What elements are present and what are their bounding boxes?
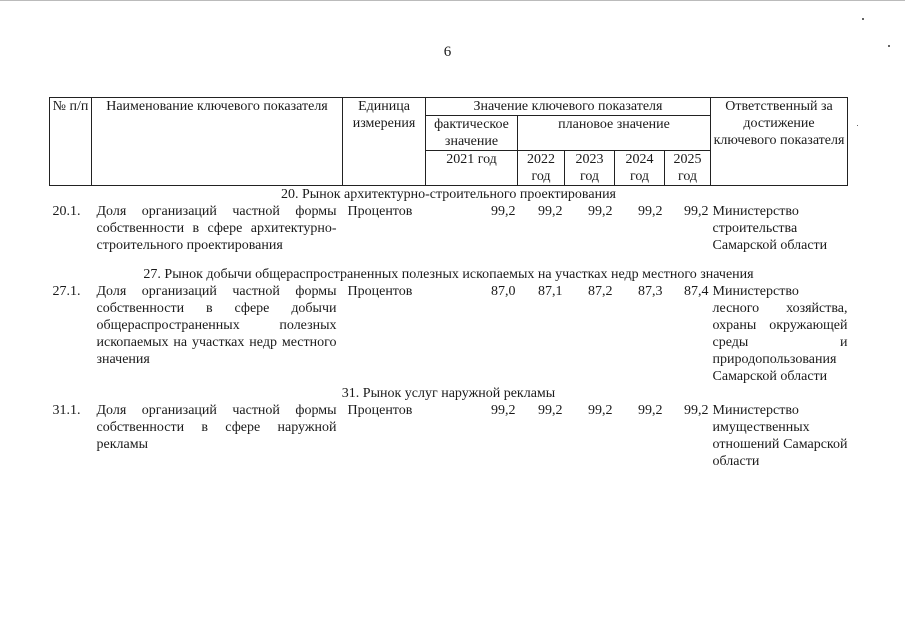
row-number: 20.1. — [52, 204, 81, 219]
section-heading: 20. Рынок архитектурно-строительного проектирования — [281, 187, 616, 202]
value-cell: 99,2 — [538, 204, 563, 219]
unit-cell: Процентов — [347, 284, 413, 299]
value-cell: 99,2 — [588, 403, 613, 418]
header-year: 2025 год — [665, 151, 711, 186]
indicator-name: Доля организаций частной формы собственности в сфере наружной рекламы — [96, 403, 337, 452]
table-row — [50, 203, 848, 254]
value-cell: 87,2 — [588, 284, 613, 299]
value-cell: 87,3 — [638, 284, 663, 299]
unit-cell: Процентов — [347, 204, 413, 219]
value-cell: 87,4 — [684, 284, 709, 299]
header-planned-value: плановое значение — [518, 116, 711, 151]
value-cell: 99,2 — [638, 403, 663, 418]
value-cell: 99,2 — [491, 403, 516, 418]
header-year: 2023 год — [565, 151, 615, 186]
header-year: 2021 год — [426, 151, 518, 186]
indicator-name: Доля организаций частной формы собственности в сфере архитектурно-строительного проектирования — [96, 204, 337, 253]
value-cell: 99,2 — [588, 204, 613, 219]
value-cell: 99,2 — [538, 403, 563, 418]
row-number: 31.1. — [52, 403, 81, 418]
scan-speck — [857, 125, 858, 126]
scan-speck — [888, 45, 890, 47]
value-cell: 99,2 — [684, 204, 709, 219]
key-indicators-table — [49, 97, 848, 470]
row-number: 27.1. — [52, 284, 81, 299]
page-number: 6 — [443, 44, 452, 60]
value-cell: 99,2 — [684, 403, 709, 418]
table-row — [50, 402, 848, 470]
header-indicator-name: Наименование ключевого показателя — [92, 98, 343, 186]
responsible-cell: Министерство строительства Самарской области — [712, 204, 828, 253]
header-year: 2024 год — [615, 151, 665, 186]
unit-cell: Процентов — [347, 403, 413, 418]
indicator-name: Доля организаций частной формы собственности в сфере добычи общераспространенных полезных ископаемых на участках недр местного значения — [96, 284, 337, 367]
header-value-group: Значение ключевого показателя — [426, 98, 711, 116]
scan-speck — [862, 18, 864, 20]
table-row — [50, 283, 848, 385]
responsible-cell: Министерство имущественных отношений Самарской области — [712, 403, 848, 469]
header-responsible: Ответственный за достижение ключевого показателя — [711, 98, 848, 186]
value-cell: 87,1 — [538, 284, 563, 299]
section-heading: 31. Рынок услуг наружной рекламы — [341, 386, 556, 401]
header-number: № п/п — [50, 98, 92, 186]
header-unit: Единица измерения — [343, 98, 426, 186]
value-cell: 87,0 — [491, 284, 516, 299]
header-actual-value: фактическое значение — [426, 116, 518, 151]
header-year: 2022 год — [518, 151, 565, 186]
responsible-cell: Министерство лесного хозяйства, охраны окружающей среды и природопользования Самарской области — [712, 284, 848, 384]
top-edge-line — [0, 0, 905, 1]
value-cell: 99,2 — [491, 204, 516, 219]
value-cell: 99,2 — [638, 204, 663, 219]
section-heading: 27. Рынок добычи общераспространенных полезных ископаемых на участках недр местного значения — [143, 267, 754, 282]
